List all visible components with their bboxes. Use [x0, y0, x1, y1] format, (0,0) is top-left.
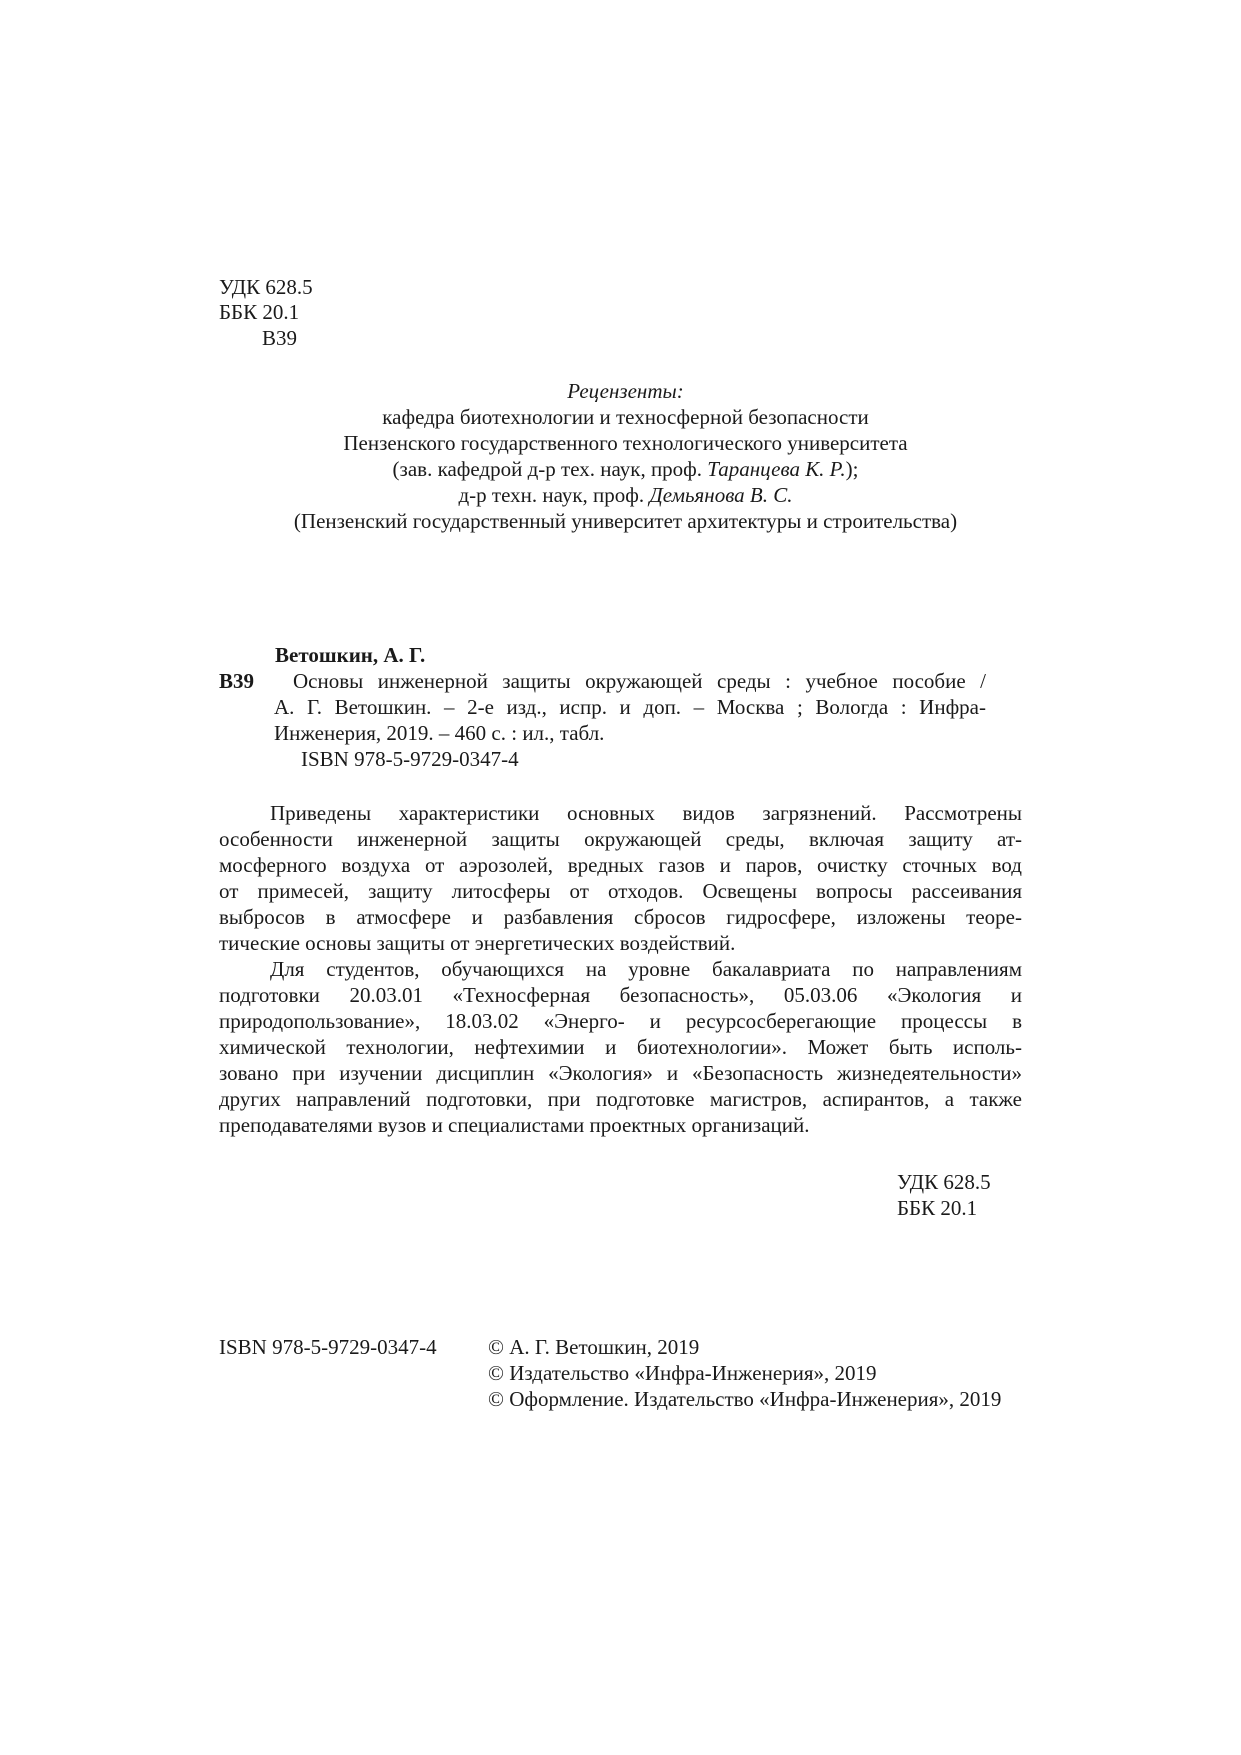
footer-bbk-code: ББК 20.1 [897, 1196, 978, 1220]
biblio-isbn: ISBN 978-5-9729-0347-4 [301, 747, 519, 771]
biblio-line-1: Основы инженерной защиты окружающей среды : учебное пособие / [293, 669, 986, 693]
annotation-line: Приведены характеристики основных видов загрязнений. Рассмотрены [270, 801, 1022, 825]
annotation-line: подготовки 20.03.01 «Техносферная безопасность», 05.03.06 «Экология и [219, 983, 1022, 1007]
reviewers-line-5: (Пензенский государственный университет архитектуры и строительства) [293, 509, 958, 533]
reviewer-name-2: Демьянова В. С. [649, 483, 793, 507]
annotation-line: природопользование», 18.03.02 «Энерго- и ресурсосберегающие процессы в [219, 1009, 1022, 1033]
annotation-line: выбросов в атмосфере и разбавления сбросов гидросфере, изложены теоре- [219, 905, 1022, 929]
annotation-line: химической технологии, нефтехимии и биотехнологии». Может быть исполь- [219, 1035, 1022, 1059]
biblio-line-3: Инженерия, 2019. – 460 с. : ил., табл. [274, 721, 605, 745]
annotation-line: мосферного воздуха от аэрозолей, вредных газов и паров, очистку сточных вод [219, 853, 1022, 877]
copyright-author: © А. Г. Ветошкин, 2019 [488, 1335, 700, 1359]
copyright-design: © Оформление. Издательство «Инфра-Инженерия», 2019 [488, 1387, 1002, 1411]
reviewers-line-2: Пензенского государственного технологического университета [343, 431, 908, 455]
copyright-isbn: ISBN 978-5-9729-0347-4 [219, 1335, 437, 1359]
biblio-line-2: А. Г. Ветошкин. – 2-е изд., испр. и доп. – Москва ; Вологда : Инфра- [274, 695, 986, 719]
udk-code: УДК 628.5 [219, 275, 313, 299]
annotation-line: преподавателями вузов и специалистами проектных организаций. [219, 1113, 810, 1137]
reviewers-line-4: д-р техн. наук, проф. Демьянова В. С. [458, 483, 793, 507]
annotation-paragraph-1 [219, 800, 1022, 956]
reviewer-name-1: Таранцева К. Р. [707, 457, 846, 481]
reviewers-line-1: кафедра биотехнологии и техносферной безопасности [382, 405, 869, 429]
annotation-line: особенности инженерной защиты окружающей среды, включая защиту ат- [219, 827, 1022, 851]
bbk-code: ББК 20.1 [219, 300, 300, 324]
annotation-line: от примесей, защиту литосферы от отходов. Освещены вопросы рассеивания [219, 879, 1022, 903]
author-mark: В39 [262, 326, 298, 350]
biblio-mark: В39 [219, 669, 255, 693]
copyright-publisher: © Издательство «Инфра-Инженерия», 2019 [488, 1361, 877, 1385]
annotation-line: зовано при изучении дисциплин «Экология» и «Безопасность жизнедеятельности» [219, 1061, 1022, 1085]
annotation-line: тические основы защиты от энергетических воздействий. [219, 931, 736, 955]
footer-udk-code: УДК 628.5 [897, 1170, 991, 1194]
annotation-line: Для студентов, обучающихся на уровне бакалавриата по направлениям [270, 957, 1022, 981]
reviewers-line-3: (зав. кафедрой д-р тех. наук, проф. Таранцева К. Р.); [392, 457, 859, 481]
author-heading: Ветошкин, А. Г. [275, 643, 426, 667]
annotation-line: других направлений подготовки, при подготовке магистров, аспирантов, а также [219, 1087, 1022, 1111]
annotation-paragraph-2 [219, 956, 1022, 1138]
reviewers-title: Рецензенты: [567, 379, 684, 403]
